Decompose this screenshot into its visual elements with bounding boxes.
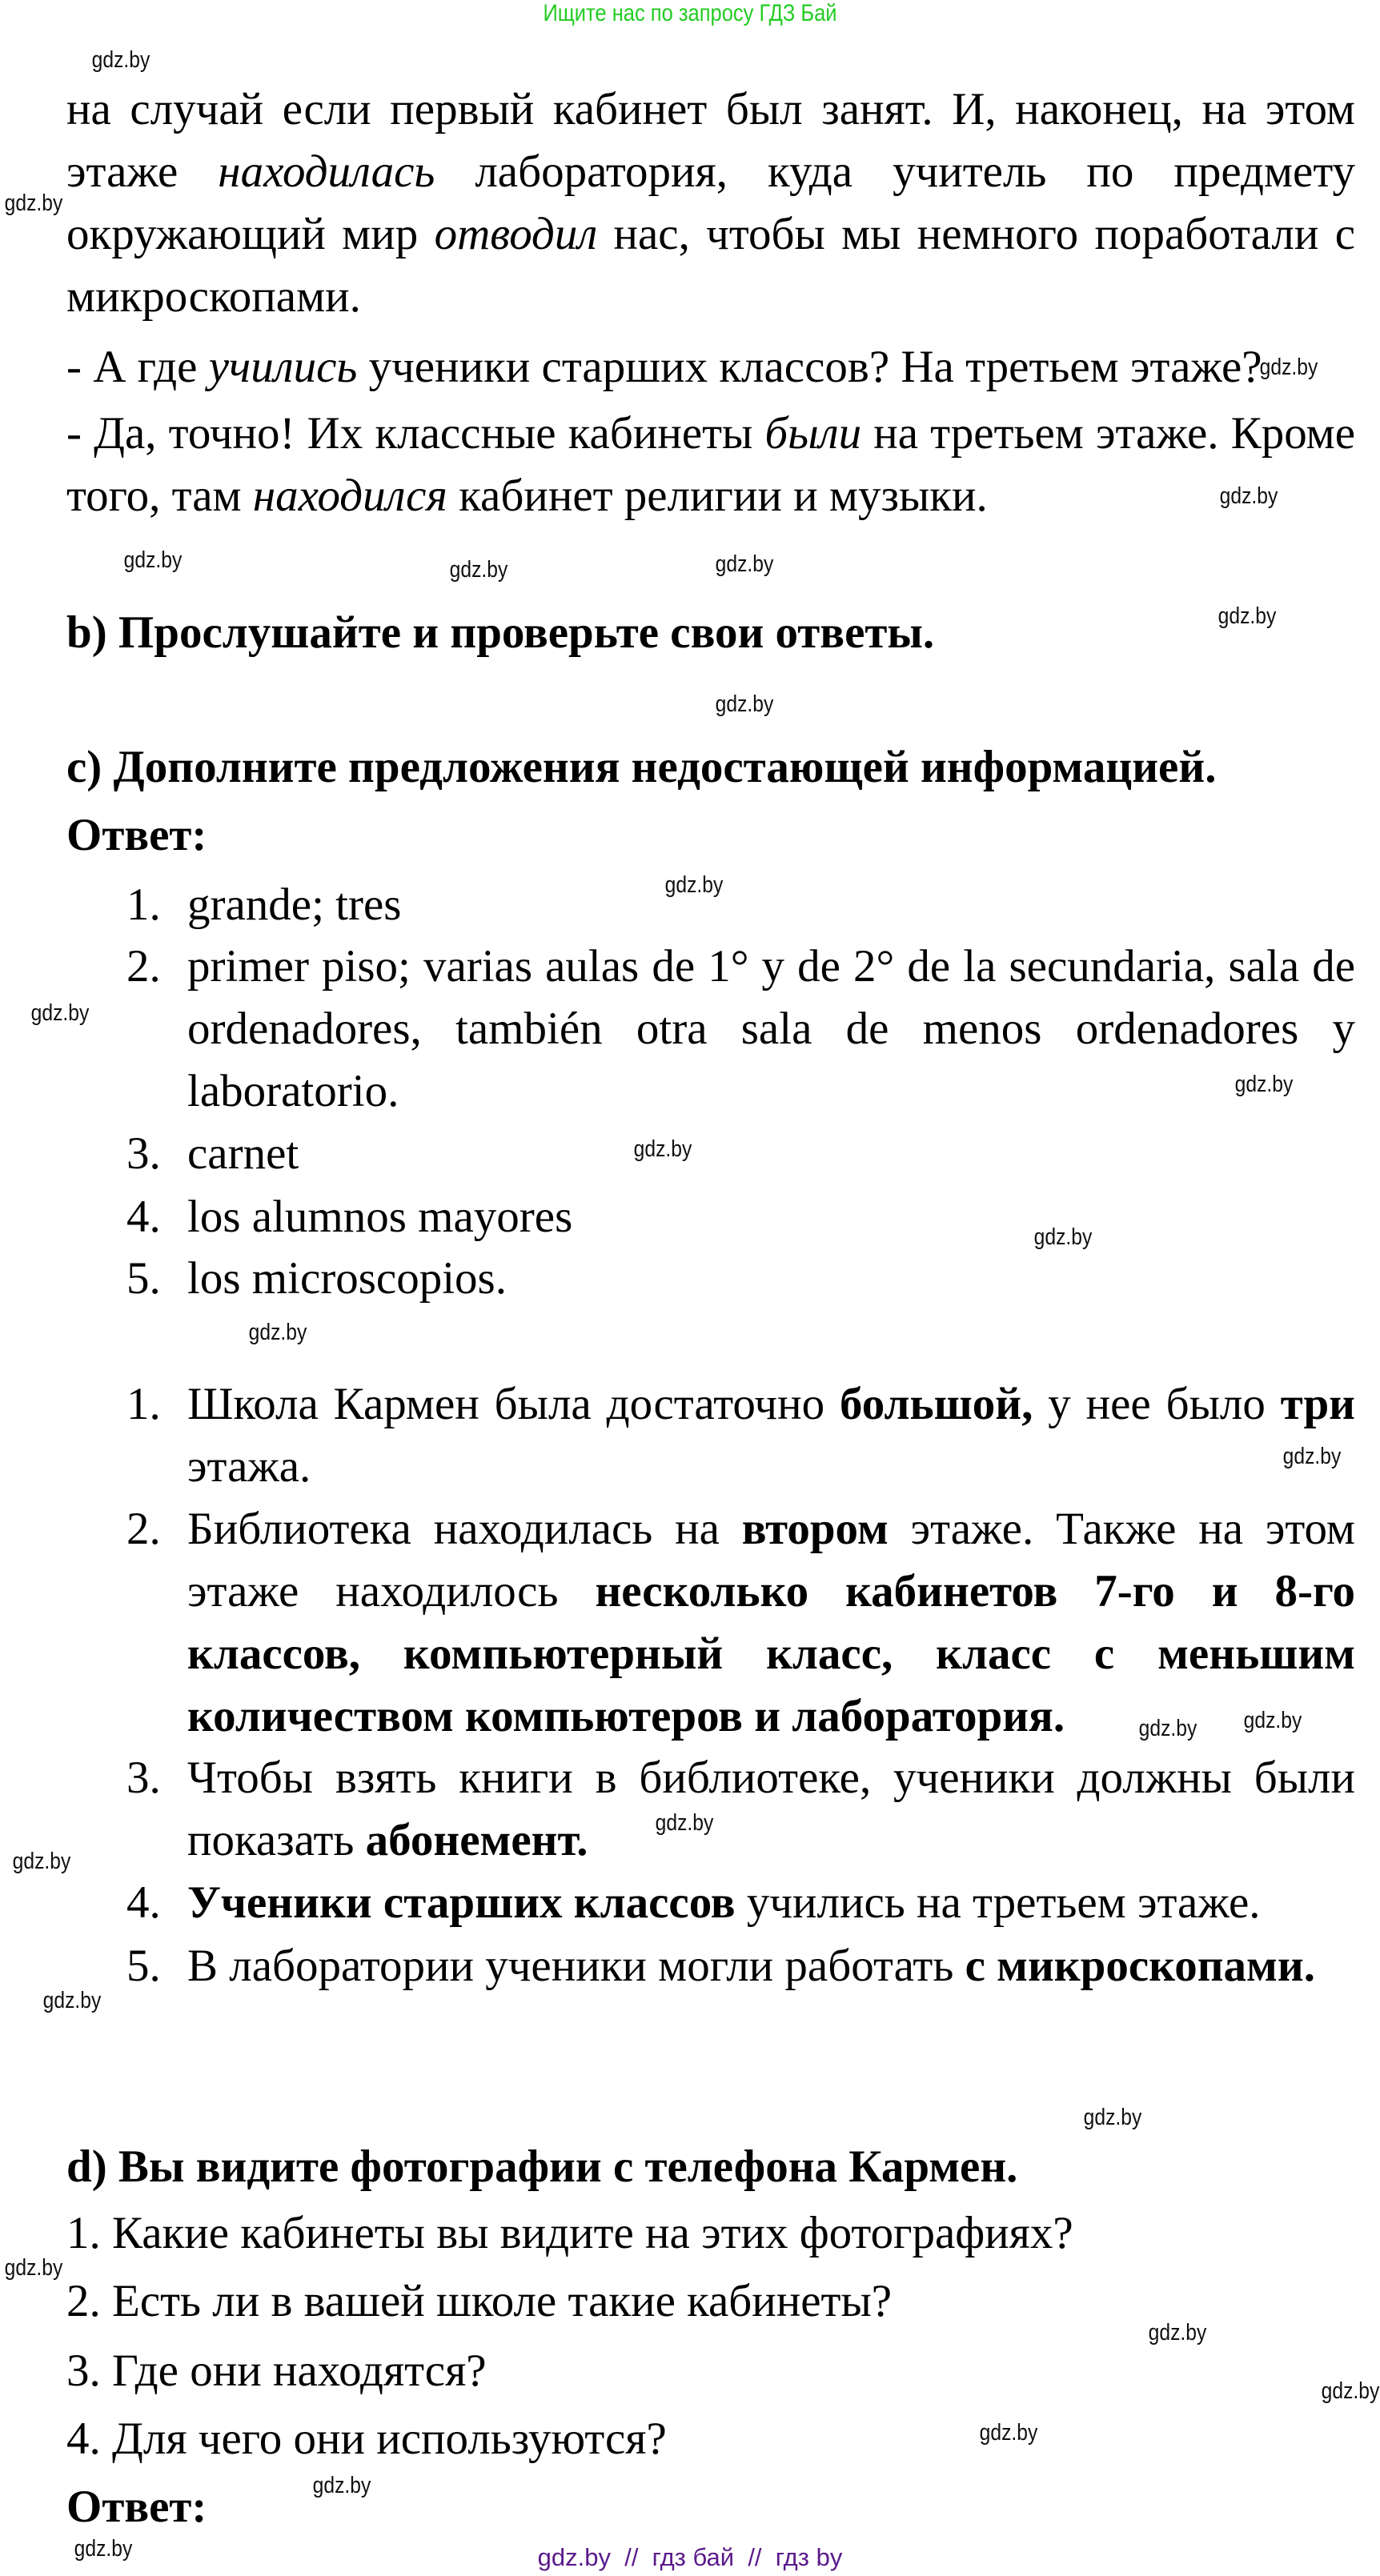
italic-text: находилась [218, 146, 435, 197]
dialogue-paragraph [66, 78, 1355, 328]
list-text [187, 1498, 1355, 1748]
text-segment: В лаборатории ученики могли работать [187, 1941, 965, 1991]
answer-label: Ответ: [66, 810, 207, 860]
watermark: gdz.by [1234, 1072, 1294, 1097]
text-segment: ученики старших классов? На третьем этаже? [357, 342, 1262, 392]
italic-text: были [764, 408, 862, 459]
bold-text: абонемент. [365, 1815, 588, 1865]
section-c-heading: c) Дополните предложения недостающей информацией. [66, 742, 1217, 792]
list-number: 2. [126, 941, 161, 992]
italic-text: отводил [434, 209, 598, 259]
question: 1. Какие кабинеты вы видите на этих фотографиях? [66, 2208, 1073, 2258]
section-b-heading: b) Прослушайте и проверьте свои ответы. [66, 607, 935, 658]
list-item [126, 1186, 572, 1248]
watermark: gdz.by [1321, 2378, 1380, 2404]
list-number: 2. [126, 1504, 161, 1554]
list-text [187, 1872, 1261, 1934]
watermark: gdz.by [248, 1320, 307, 1345]
watermark: gdz.by [1282, 1444, 1342, 1469]
section-d-heading: d) Вы видите фотографии с телефона Кармен. [66, 2141, 1018, 2192]
text-segment: - Да, точно! Их классные кабинеты [66, 408, 765, 459]
text-segment: primer piso; varias aulas de 1° y de 2° de la secundaria, sala de ordenadores, también otra sala de menos ordenadores y laboratorio. [187, 941, 1355, 1116]
list-item [126, 935, 1355, 1123]
watermark: gdz.by [715, 551, 774, 577]
watermark: gdz.by [1243, 1708, 1302, 1733]
bold-text: три [1280, 1379, 1355, 1429]
text-segment: учились на третьем этаже. [735, 1877, 1261, 1928]
list-number: 4. [126, 1877, 161, 1928]
list-number: 5. [126, 1941, 161, 1991]
question: 3. Где они находятся? [66, 2346, 487, 2396]
bold-text: Ученики старших классов [187, 1877, 736, 1928]
text-segment: Библиотека находилась на [187, 1504, 742, 1554]
list-text [187, 1123, 299, 1185]
text-segment: los alumnos mayores [187, 1192, 573, 1242]
list-text [187, 874, 401, 936]
text-segment: Школа Кармен была достаточно [187, 1379, 840, 1429]
list-number: 5. [126, 1253, 161, 1304]
watermark: gdz.by [1148, 2320, 1207, 2346]
list-number: 3. [126, 1753, 161, 1803]
question: 2. Есть ли в вашей школе такие кабинеты? [66, 2276, 893, 2326]
watermark: gdz.by [4, 2255, 63, 2281]
list-number: 1. [126, 879, 161, 930]
list-text [187, 935, 1355, 1123]
text-segment: grande; tres [187, 879, 402, 930]
watermark: gdz.by [123, 547, 183, 573]
bold-text: несколько кабинетов 7-го и 8-го классов, компьютерный класс, класс с меньшим количеством компьютеров и лаборатория. [187, 1566, 1355, 1741]
watermark: gdz.by [42, 1988, 102, 2013]
text-segment: Чтобы взять книги в библиотеке, ученики должны были показать [187, 1753, 1355, 1865]
watermark: gdz.by [1218, 603, 1277, 629]
watermark: gdz.by [655, 1810, 714, 1836]
italic-text: находился [252, 471, 447, 521]
bold-text: с микроскопами. [965, 1941, 1315, 1991]
text-segment: у нее было [1033, 1379, 1281, 1429]
list-text [187, 1248, 507, 1310]
watermark: gdz.by [30, 1000, 90, 1026]
footer-links[interactable]: gdz.by // гдз бай // гдз by [537, 2543, 843, 2571]
watermark: gdz.by [449, 557, 508, 583]
list-item [126, 1498, 1355, 1748]
bold-text: втором [741, 1504, 889, 1554]
watermark: gdz.by [715, 691, 774, 717]
list-item [126, 1872, 1261, 1934]
list-item [126, 1248, 507, 1310]
watermark: gdz.by [1083, 2105, 1142, 2130]
list-text [187, 1747, 1355, 1872]
dialogue-paragraph [66, 403, 1355, 527]
watermark: gdz.by [1219, 483, 1278, 509]
watermark: gdz.by [74, 2536, 133, 2562]
text-segment: - А где [66, 342, 209, 392]
text-segment: на случай если первый кабинет был занят. И, наконец, на этом этаже [66, 84, 1355, 197]
watermark: gdz.by [1259, 355, 1318, 380]
watermark: gdz.by [12, 1849, 71, 1874]
watermark: gdz.by [979, 2420, 1038, 2446]
text-segment: на третьем этаже. Кроме того, там [66, 408, 1355, 521]
list-item [126, 1373, 1355, 1498]
list-item [126, 1123, 299, 1185]
watermark: gdz.by [312, 2473, 371, 2498]
italic-text: учились [208, 342, 358, 392]
watermark: gdz.by [664, 872, 724, 898]
text-segment: los microscopios. [187, 1253, 507, 1304]
list-item [126, 1747, 1355, 1872]
watermark: gdz.by [1138, 1716, 1197, 1741]
watermark: gdz.by [91, 47, 150, 73]
text-segment: лаборатория, куда учитель по предмету окружающий мир [66, 146, 1355, 259]
text-segment: кабинет религии и музыки. [447, 471, 988, 521]
list-text [187, 1373, 1355, 1498]
text-segment: этажа. [187, 1441, 311, 1492]
bold-text: большой, [839, 1379, 1033, 1429]
list-item [126, 1935, 1315, 1997]
list-item [126, 874, 401, 936]
list-text [187, 1935, 1315, 1997]
question: 4. Для чего они используются? [66, 2414, 667, 2464]
list-number: 4. [126, 1192, 161, 1242]
dialogue-line [66, 336, 1262, 399]
watermark: gdz.by [1033, 1224, 1093, 1250]
text-segment: нас, чтобы мы немного поработали с микроскопами. [66, 209, 1355, 322]
search-hint-banner: Ищите нас по запросу ГДЗ Бай [543, 0, 837, 26]
text-segment: этаже. Также на этом этаже находилось [187, 1504, 1356, 1617]
watermark: gdz.by [633, 1136, 692, 1162]
list-number: 1. [126, 1379, 161, 1429]
answer-label: Ответ: [66, 2482, 207, 2532]
text-segment: carnet [187, 1128, 299, 1179]
watermark: gdz.by [4, 190, 63, 216]
list-text [187, 1186, 572, 1248]
list-number: 3. [126, 1128, 161, 1179]
